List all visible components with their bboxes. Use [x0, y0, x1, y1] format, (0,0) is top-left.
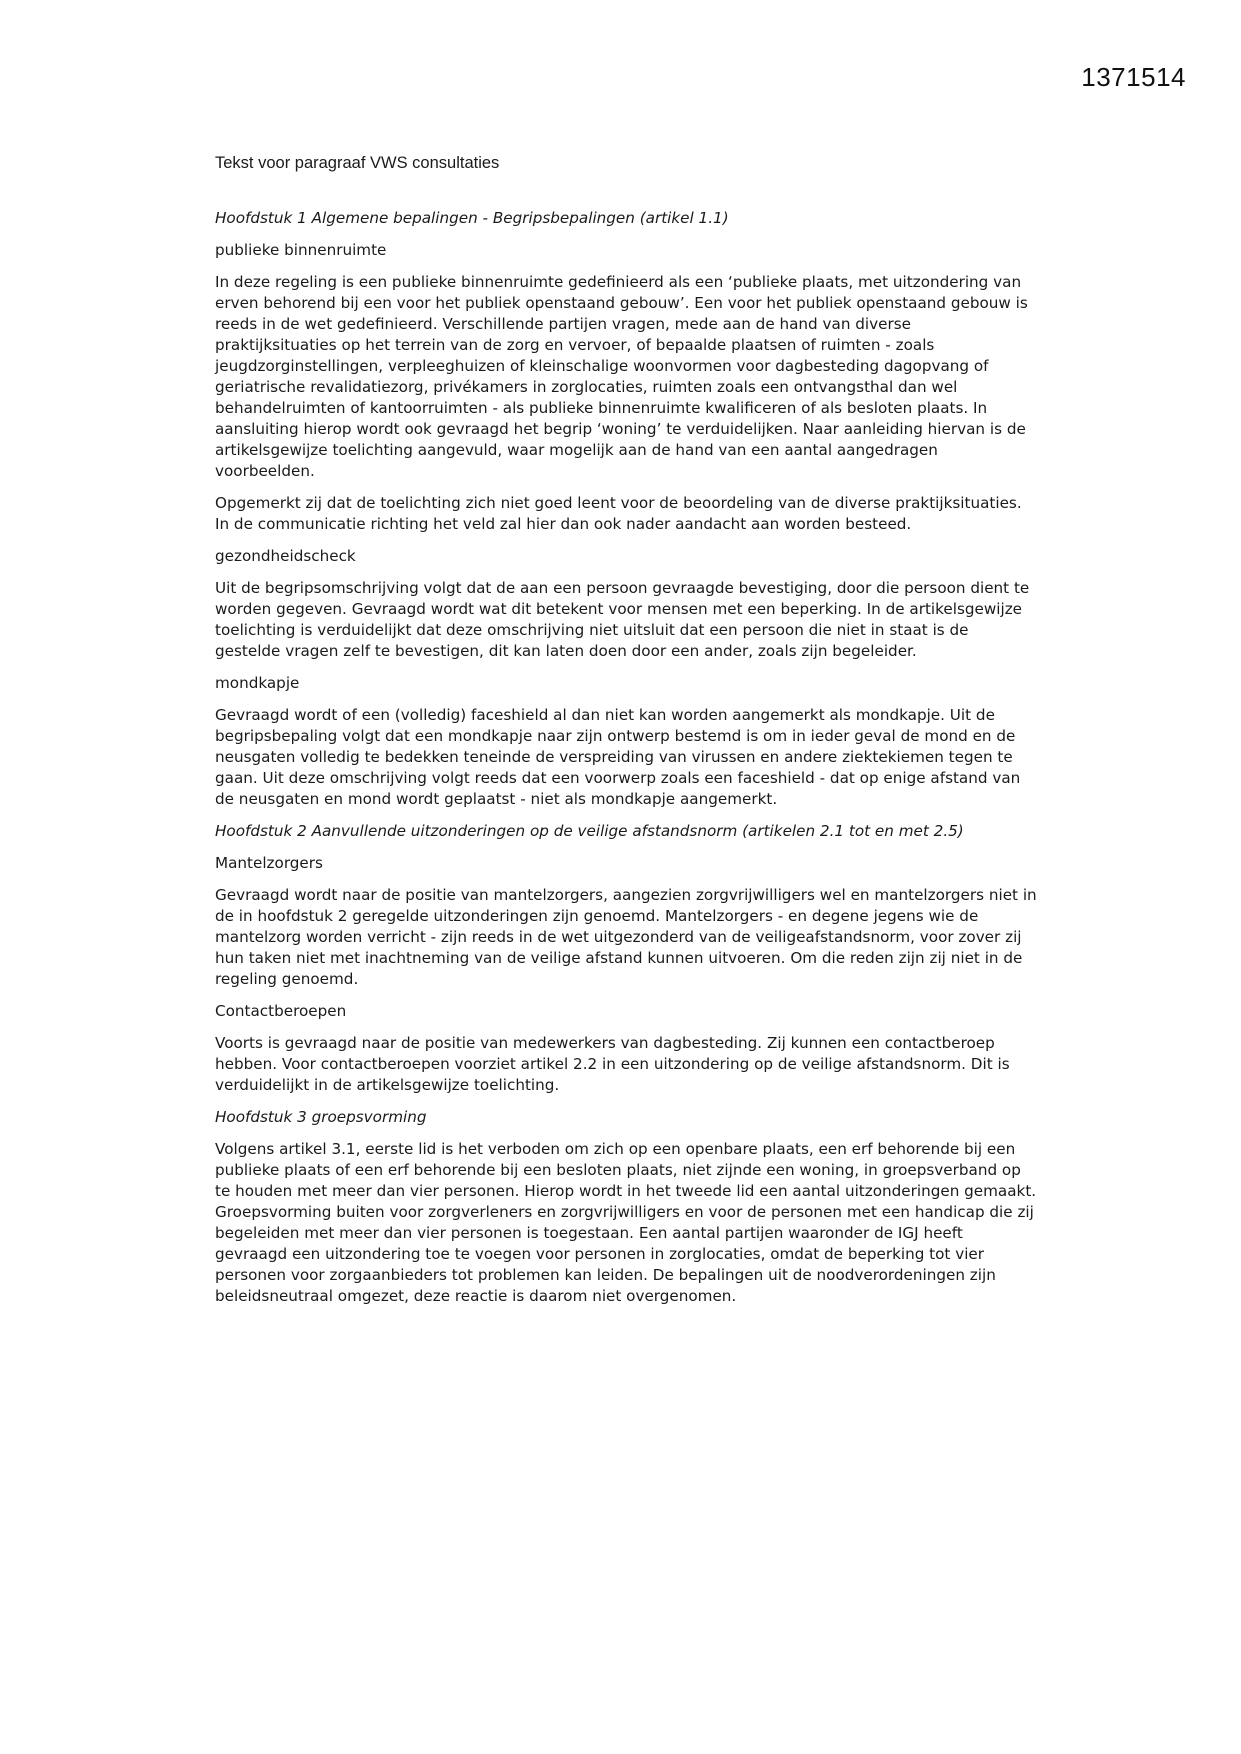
term-heading: gezondheidscheck: [215, 547, 356, 565]
paragraph: In deze regeling is een publieke binnenruimte gedefinieerd als een ‘publieke plaats, met uitzondering van erven behorend bij een voor het publiek openstaand gebouw’. Een voor het publiek openstaand gebouw is reeds in de wet gedefinieerd. Verschillende partijen vragen, mede aan de hand van diverse praktijksituaties op het terrein van de zorg en vervoer, of bepaalde plaatsen of ruimten - zoals jeugdzorginstellingen, verpleeghuizen of kleinschalige woonvormen voor dagbesteding dagopvang of geriatrische revalidatiezorg, privékamers in zorglocaties, ruimten zoals een ontvangsthal dan wel behandelruimten of kantoorruimten - als publieke binnenruimte kwalificeren of als besloten plaats. In aansluiting hierop wordt ook gevraagd het begrip ‘woning’ te verduidelijken. Naar aanleiding hiervan is de artikelsgewijze toelichting aangevuld, waar mogelijk aan de hand van een aantal aangedragen voorbeelden.: [215, 273, 1028, 480]
document-body: [215, 152, 1037, 1318]
term-heading: Contactberoepen: [215, 1002, 347, 1020]
paragraph: Uit de begripsomschrijving volgt dat de aan een persoon gevraagde bevestiging, door die persoon dient te worden gegeven. Gevraagd wordt wat dit betekent voor mensen met een beperking. In de artikelsgewijze toelichting is verduidelijkt dat deze omschrijving niet uitsluit dat een persoon die niet in staat is de gestelde vragen zelf te bevestigen, dit kan laten doen door een ander, zoals zijn begeleider.: [215, 579, 1030, 660]
paragraph: Voorts is gevraagd naar de positie van medewerkers van dagbesteding. Zij kunnen een contactberoep hebben. Voor contactberoepen voorziet artikel 2.2 in een uitzondering op de veilige afstandsnorm. Dit is verduidelijkt in de artikelsgewijze toelichting.: [215, 1034, 1010, 1094]
paragraph: Gevraagd wordt of een (volledig) faceshield al dan niet kan worden aangemerkt als mondkapje. Uit de begripsbepaling volgt dat een mondkapje naar zijn ontwerp bestemd is om in ieder geval de mond en de neusgaten volledig te bedekken teneinde de verspreiding van virussen en andere ziektekiemen tegen te gaan. Uit deze omschrijving volgt reeds dat een voorwerp zoals een faceshield - dat op enige afstand van de neusgaten en mond wordt geplaatst - niet als mondkapje aangemerkt.: [215, 706, 1021, 808]
chapter-heading: Hoofdstuk 2 Aanvullende uitzonderingen op de veilige afstandsnorm (artikelen 2.1 tot en met 2.5): [215, 822, 964, 840]
document-number: 1371514: [1081, 62, 1186, 92]
paragraph: Opgemerkt zij dat de toelichting zich niet goed leent voor de beoordeling van de diverse praktijksituaties. In de communicatie richting het veld zal hier dan ook nader aandacht aan worden besteed.: [215, 494, 1022, 533]
term-heading: publieke binnenruimte: [215, 241, 387, 259]
chapter-heading: Hoofdstuk 1 Algemene bepalingen - Begripsbepalingen (artikel 1.1): [215, 209, 729, 227]
chapter-heading: Hoofdstuk 3 groepsvorming: [215, 1108, 427, 1126]
document-title: Tekst voor paragraaf VWS consultaties: [215, 154, 500, 172]
term-heading: Mantelzorgers: [215, 854, 323, 872]
term-heading: mondkapje: [215, 674, 300, 692]
paragraph: Gevraagd wordt naar de positie van mantelzorgers, aangezien zorgvrijwilligers wel en mantelzorgers niet in de in hoofdstuk 2 geregelde uitzonderingen zijn genoemd. Mantelzorgers - en degene jegens wie de mantelzorg worden verricht - zijn reeds in de wet uitgezonderd van de veiligeafstandsnorm, voor zover zij hun taken niet met inachtneming van de veilige afstand kunnen uitvoeren. Om die reden zijn zij niet in de regeling genoemd.: [215, 886, 1037, 988]
paragraph: Volgens artikel 3.1, eerste lid is het verboden om zich op een openbare plaats, een erf behorende bij een publieke plaats of een erf behorende bij een besloten plaats, niet zijnde een woning, in groepsverband op te houden met meer dan vier personen. Hierop wordt in het tweede lid een aantal uitzonderingen gemaakt. Groepsvorming buiten voor zorgverleners en zorgvrijwilligers en voor de personen met een handicap die zij begeleiden met meer dan vier personen is toegestaan. Een aantal partijen waaronder de IGJ heeft gevraagd een uitzondering toe te voegen voor personen in zorglocaties, omdat de beperking tot vier personen voor zorgaanbieders tot problemen kan leiden. De bepalingen uit de noodverordeningen zijn beleidsneutraal omgezet, deze reactie is daarom niet overgenomen.: [215, 1140, 1037, 1305]
